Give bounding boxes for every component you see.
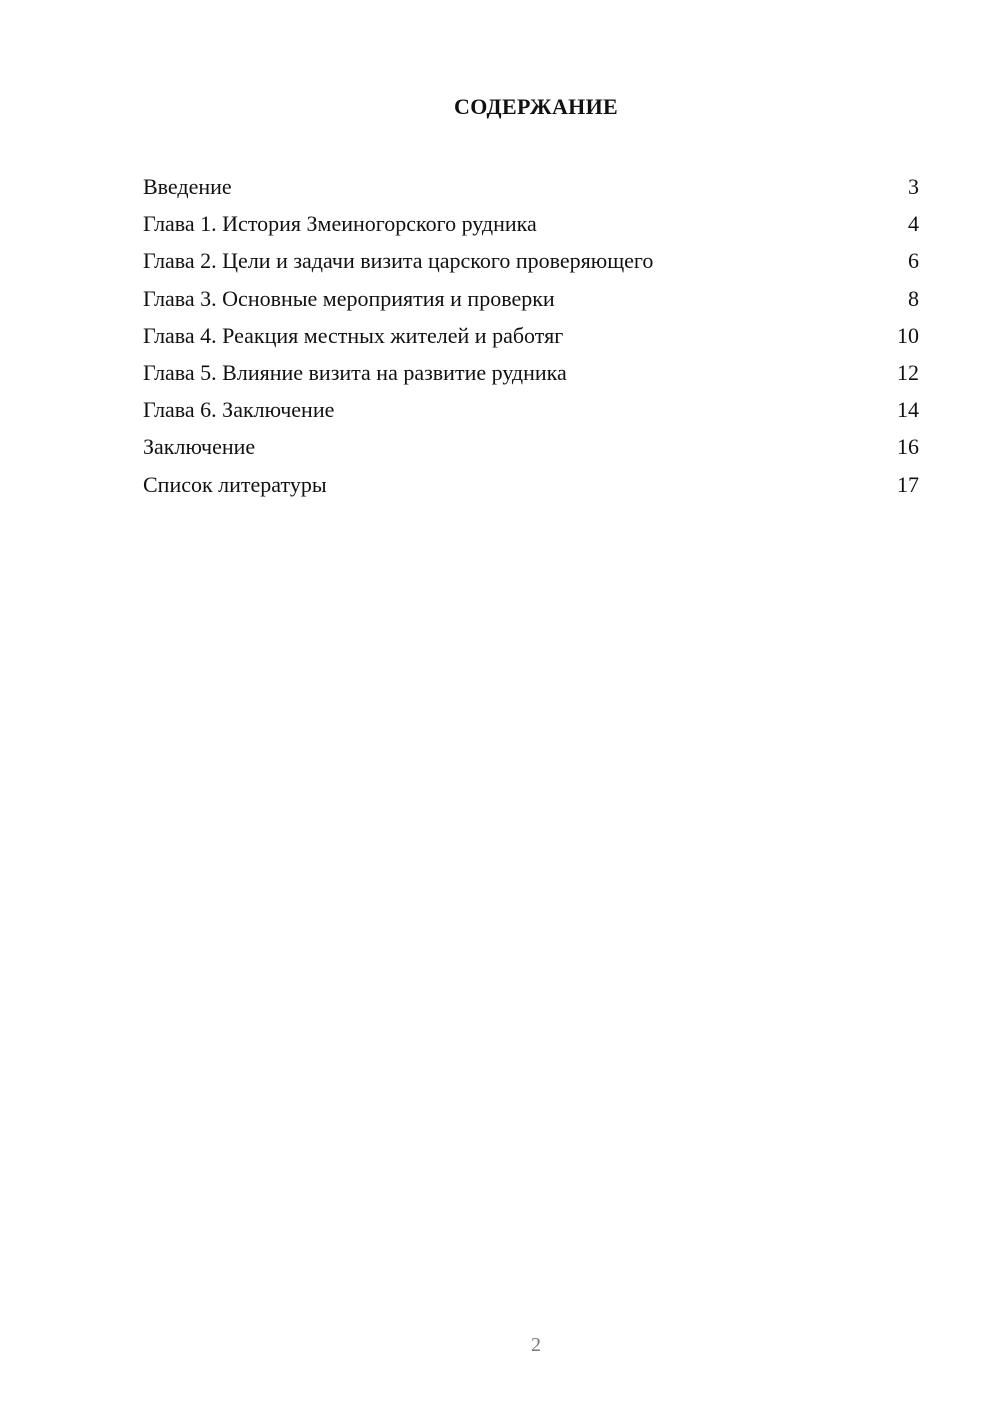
toc-entry-label: Глава 5. Влияние визита на развитие рудника (143, 359, 567, 385)
toc-entry-page: 16 (897, 434, 919, 460)
toc-entry (143, 280, 919, 317)
page-number: 2 (531, 1334, 541, 1356)
toc-entry-label: Глава 4. Реакция местных жителей и работяг (143, 322, 564, 348)
toc-entry-page: 8 (908, 285, 919, 311)
table-of-contents (143, 168, 919, 503)
toc-entry-page: 14 (897, 397, 919, 423)
toc-entry (143, 317, 919, 354)
toc-entry-label: Глава 3. Основные мероприятия и проверки (143, 285, 555, 311)
toc-entry (143, 428, 919, 465)
toc-entry-page: 3 (908, 174, 919, 199)
toc-entry-page: 12 (897, 359, 919, 385)
toc-entry-page: 4 (908, 211, 919, 237)
toc-entry-label: Заключение (143, 434, 256, 460)
toc-entry-label: Введение (143, 174, 232, 199)
toc-entry (143, 205, 919, 242)
toc-entry-page: 6 (908, 248, 919, 274)
toc-entry-label: Глава 6. Заключение (143, 397, 335, 423)
toc-entry-page: 17 (897, 471, 919, 497)
toc-entry (143, 168, 919, 205)
toc-entry (143, 466, 919, 503)
toc-entry (143, 354, 919, 391)
toc-entry (143, 391, 919, 428)
toc-title: СОДЕРЖАНИЕ (454, 94, 618, 119)
toc-entry-label: Глава 1. История Змеиногорского рудника (143, 211, 537, 237)
toc-entry-label: Список литературы (143, 471, 327, 497)
toc-entry-label: Глава 2. Цели и задачи визита царского проверяющего (143, 248, 654, 274)
toc-entry (143, 242, 919, 279)
toc-entry-page: 10 (897, 322, 919, 348)
